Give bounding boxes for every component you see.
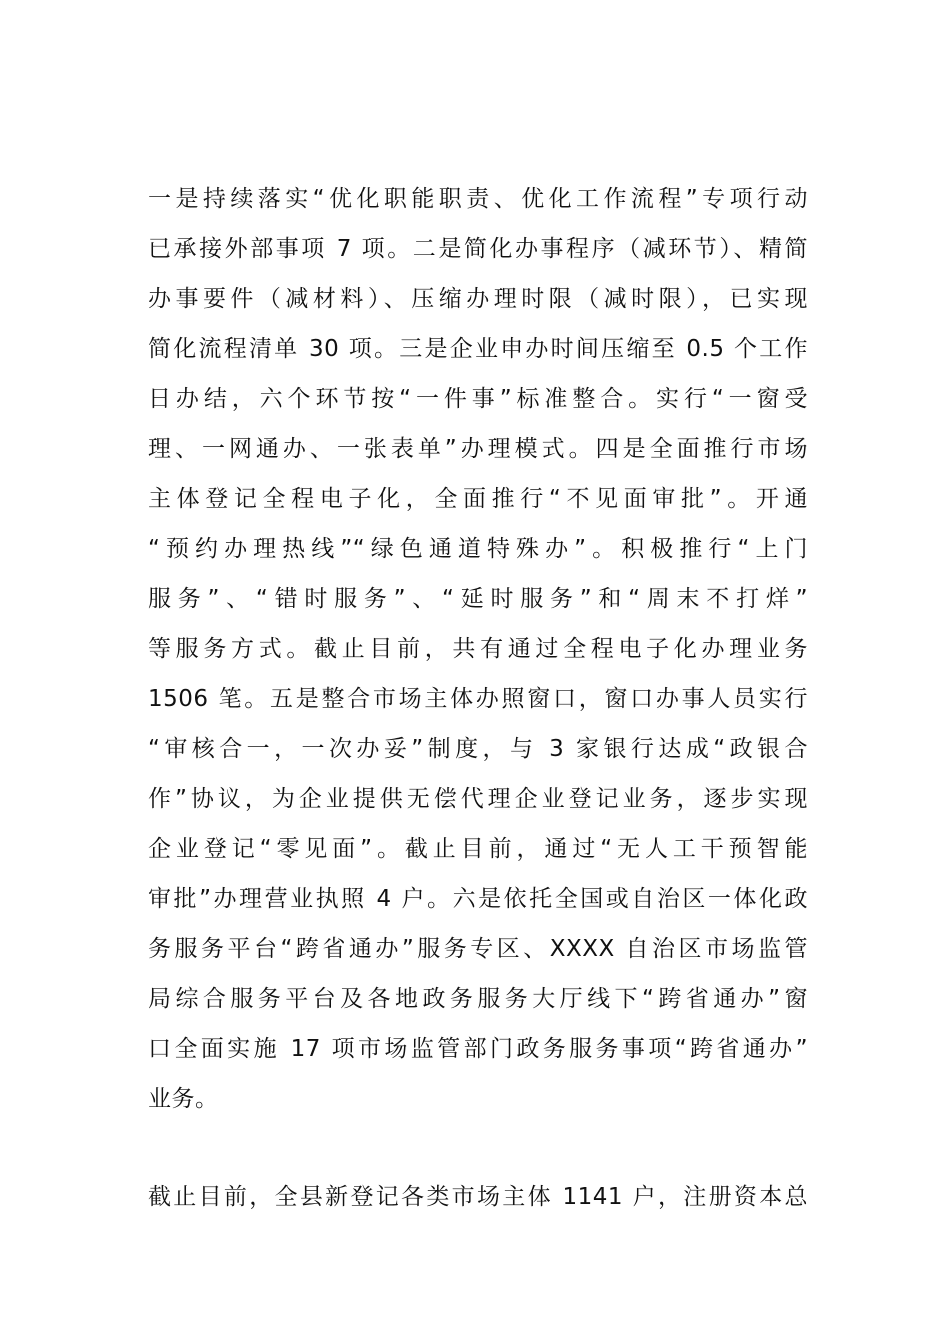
paragraph-line: 办事要件（减材料）、压缩办理时限（减时限），已实现 [148,286,808,312]
paragraph-line: 作”协议，为企业提供无偿代理企业登记业务，逐步实现 [148,786,808,812]
paragraph-line: 局综合服务平台及各地政务服务大厅线下“跨省通办”窗 [148,986,808,1012]
paragraph-line: 业务。 [148,1086,219,1112]
paragraph-line: 企业登记“零见面”。截止目前，通过“无人工干预智能 [148,836,808,862]
paragraph-line: 口全面实施 17 项市场监管部门政务服务事项“跨省通办” [148,1036,808,1062]
paragraph-line: 已承接外部事项 7 项。二是简化办事程序（减环节）、精简 [148,236,808,262]
paragraph-line: 一是持续落实“优化职能职责、优化工作流程”专项行动 [148,186,808,212]
paragraph-line: 简化流程清单 30 项。三是企业申办时间压缩至 0.5 个工作 [148,336,808,362]
paragraph-line: 等服务方式。截止目前，共有通过全程电子化办理业务 [148,636,808,662]
paragraph-line: 主体登记全程电子化，全面推行“不见面审批”。开通 [148,486,808,512]
paragraph-line: “预约办理热线”“绿色通道特殊办”。积极推行“上门 [148,536,808,562]
paragraph-line: 服务”、“错时服务”、“延时服务”和“周末不打烊” [148,586,808,612]
paragraph-line: 日办结，六个环节按“一件事”标准整合。实行“一窗受 [148,386,808,412]
paragraph-line: 理、一网通办、一张表单”办理模式。四是全面推行市场 [148,436,808,462]
paragraph-line: “审核合一，一次办妥”制度，与 3 家银行达成“政银合 [148,736,808,762]
paragraph-line: 1506 笔。五是整合市场主体办照窗口，窗口办事人员实行 [148,686,808,712]
paragraph-line: 截止目前，全县新登记各类市场主体 1141 户，注册资本总 [148,1184,808,1210]
paragraph-line: 务服务平台“跨省通办”服务专区、XXXX 自治区市场监管 [148,936,808,962]
paragraph-line: 审批”办理营业执照 4 户。六是依托全国或自治区一体化政 [148,886,808,912]
paragraph-market-entities [148,1172,808,1222]
paragraph-service-reform [148,174,808,1124]
